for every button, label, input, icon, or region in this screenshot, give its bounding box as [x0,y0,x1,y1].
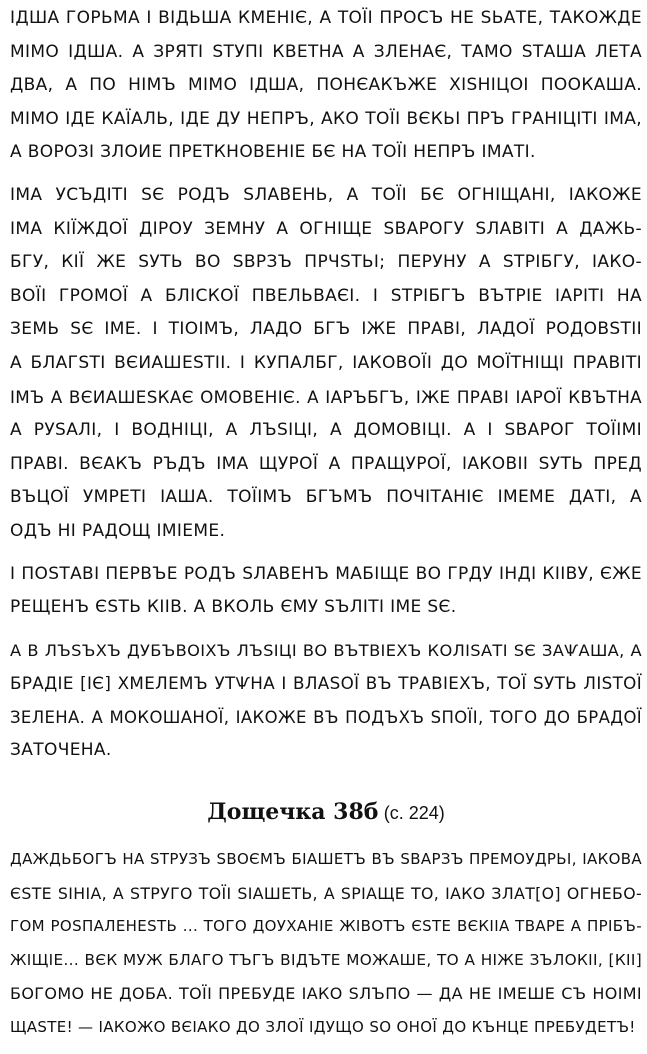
text-line: ЄЅТЕ ЅІНІА, А ЅТРУГО ТОЇІ ЅІАШЕТЬ, А ЅРІАЩЕ ТО, ІАКО ЗЛАТ[О] ОГНЕБО- [10,883,642,903]
text-line: ВЪЦОЇ УМРЕТІ ІАША. ТОЇІМЪ БГЪМЪ ПОЧІТАНІЄ ІМЕМЕ ДАТІ, А [10,487,642,508]
text-line: ПРАВІ. ВЄАКЪ РЪДЪ ІМА ЩУРОЇ А ПРАЩУРОЇ, ІАКОВІІ ЅУТЬ ПРЕД [10,453,642,474]
text-line: ГОМ РОЅПАЛЕНЕЅТЬ ... ТОГО ДОУХАНІЕ ЖІВОТЪ ЄЅТЕ ВЄКІІА ТВАРЕ А ПРІБЪ- [10,917,642,936]
heading-page-ref: (с. 224) [383,803,445,824]
text-line: МІМО ІДША. А ЗРЯТІ ЅТУПІ КВЕТНА А ЗЛЕНАЄ, ТАМО ЅТАША ЛЕТА [10,41,642,62]
text-line: РЕЩЕНЪ ЄЅТЬ КІІВ. А ВКОЛЬ ЄМУ ЅЪЛІТІ ІМЕ ЅЄ. [10,597,457,618]
text-line: ЗЕЛЕНА. А МОКОШАНОЇ, ІАКОЖЕ ВЪ ПОДЪХЪ ЅПОЇІ, ТОГО ДО БРАДОЇ [10,707,642,727]
paragraph-4 [10,634,642,768]
text-line: А РУЅАЛІ, І ВОДНІЦІ, А ЛЪЅІЦІ, А ДОМОВІЦІ. А І ЅВАРОГ ТОЇІМІ [10,420,642,441]
text-line: МІМО ІДЕ КАЇАЛЬ, ІДЕ ДУ НЕПРЪ, АКО ТОЇІ ВЄКЬІ ПРЪ ГРАНІЦІТІ ІМА, [10,108,642,129]
heading-title: Дощечка 38б [207,799,379,826]
text-line: ЗЕМЬ ЅЄ ІМЕ. І ТІОІМЪ, ЛАДО БГЪ ІЖЕ ПРАВІ, ЛАДОЇ РОДОВЅТІІ [10,319,642,340]
text-line: А БЛАГЅТІ ВЄИАШЕЅТІІ. І КУПАЛБГ, ІАКОВОЇІ ДО МОЇТНІЩІ ПРАВІТІ [10,352,642,373]
text-line: ІМЪ А ВЄИАШЕЅКАЄ ОМОВЕНІЄ. А ІАРЪБГЪ, ІЖЕ ПРАВІ ІАРОЇ КВЪТНА [10,386,642,407]
text-line: ВОЇІ ГРОМОЇ А БЛІСКОЇ ПВЕЛЬВАЄІ. І ЅТРІБГЪ ВЪТРІЕ ІАРІТІ НА [10,285,642,306]
section-one [10,2,642,768]
text-line: ЖІЩІЕ... ВЄК МУЖ БЛАГО ТЪГЪ ВІДЪТЕ МОЖАШЕ, ТО А НІЖЕ ЗЪЛОКІІ, [КІІ] [10,950,642,969]
paragraph-2 [10,179,642,549]
tablet-heading [10,798,642,827]
text-line: ДАЖДЬБОГЪ НА ЅТРУЗЪ ЅВОЄМЪ БІАШЕТЪ ВЪ ЅВАРЗЪ ПРЕМОУДРЬІ, ІАКОВА [10,850,642,869]
paragraph-1 [10,2,642,170]
text-line: ЗАТОЧЕНА. [10,740,112,761]
text-line: ІМА УСЪДІТІ ЅЄ РОДЪ ЅЛАВЕНЬ, А ТОЇІ БЄ ОГНІЩАНІ, ІАКОЖЕ [10,184,642,205]
text-line: БГУ, КІЇ ЖЕ ЅУТЬ ВО ЅВРЗЪ ПРЧЅТЬІ; ПЕРУНУ А ЅТРІБГУ, ІАКО- [10,252,642,273]
text-line: БРАДІЕ [ІЄ] ХМЕЛЕМЪ УТѰНА І ВЛАЅОЇ ВЪ ТРАВІЕХЪ, ТОЇ ЅУТЬ ЛІЅТОЇ [10,673,642,694]
text-line: А В ЛЪЅЪХЪ ДУБЪВОІХЪ ЛЪЅІЦІ ВО ВЪТВІЕХЪ КОЛІЅАТІ ЅЄ ЗАѰАША, А [10,640,642,660]
text-line: ДВА, А ПО НІМЪ МІМО ІДША, ПОНЄАКЪЖЕ ХІЅНІЦОІ ПООКАША. [10,75,642,96]
text-line: ЩАЅТЕ! — ІАКОЖО ВЄІАКО ДО ЗЛОЇ ІДУЩО ЅО ОНОЇ ДО КЪНЦЕ ПРЕБУДЕТЪ! [10,1018,636,1037]
text-line: ОДЪ НІ РАДОЩ ІМІЕМЕ. [10,520,226,541]
paragraph-3 [10,558,642,625]
text-line: А ВОРОЗІ ЗЛОИЕ ПРЕТКНОВЕНІЕ БЄ НА ТОЇІ НЕПРЪ ІМАТІ. [10,142,536,163]
document-page [10,2,642,1054]
section-two [10,843,642,1045]
text-line: ІМА КІЇЖДОЇ ДІРОУ ЗЕМНУ А ОГНІЩЕ ЅВАРОГУ ЅЛАВІТІ А ДАЖЬ- [10,218,642,239]
text-line: І ПОЅТАВІ ПЕРВЪЕ РОДЪ ЅЛАВЕНЪ МАБІЩЕ ВО ГРДУ ІНДІ КІІВУ, ЄЖЕ [10,563,642,584]
text-line: БОГОМО НЕ ДОБА. ТОЇІ ПРЕБУДЕ ІАКО ЅЛЪПО — ДА НЕ ІМЕШЕ СЪ НОІМІ [10,984,642,1004]
text-line: ІДША ГОРЬМА І ВІДЬША КМЕНІЄ, А ТОЇІ ПРОСЪ НЕ ЅЬАТЕ, ТАКОЖДЕ [10,8,642,28]
paragraph-5 [10,843,642,1045]
